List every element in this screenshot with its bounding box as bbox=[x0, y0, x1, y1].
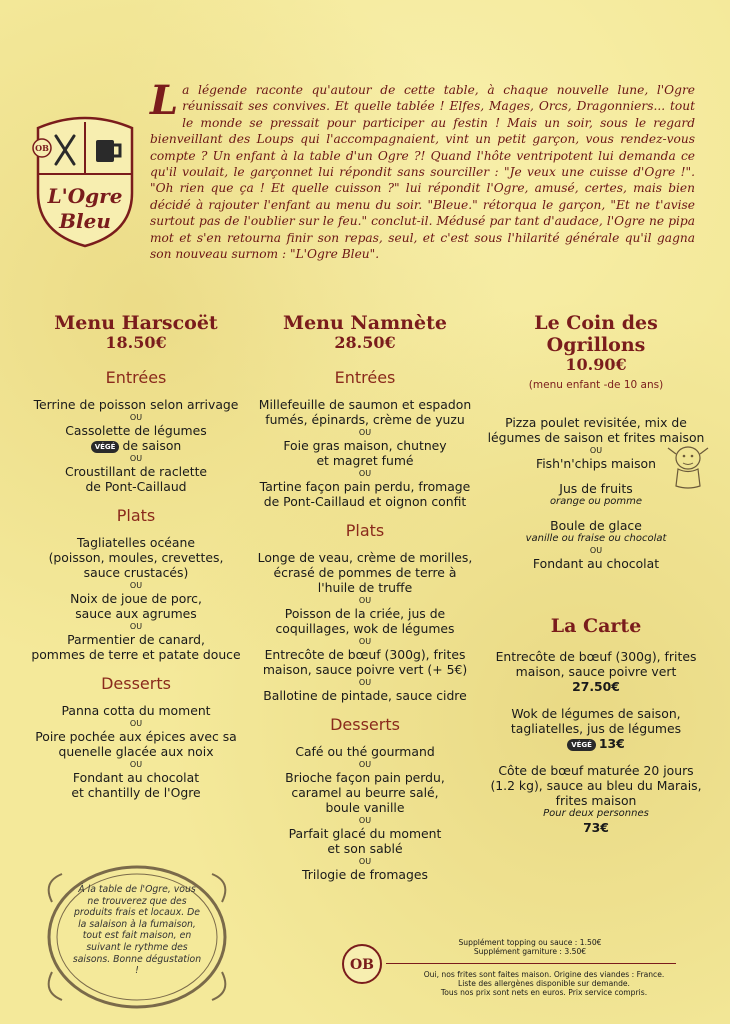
menu-namnete bbox=[250, 312, 480, 882]
dish: tagliatelles, jus de légumes bbox=[510, 721, 682, 736]
dish: boule vanille bbox=[325, 800, 405, 815]
or-separator: OU bbox=[129, 622, 143, 631]
menu-title: Le Coin des Ogrillons bbox=[534, 312, 658, 356]
dish: Foie gras maison, chutney bbox=[283, 438, 447, 453]
menu-price: 10.90€ bbox=[565, 355, 627, 374]
dish: Fish'n'chips maison bbox=[535, 456, 656, 471]
dish: Tartine façon pain perdu, fromage bbox=[259, 479, 471, 494]
menu-subtitle: (menu enfant -de 10 ans) bbox=[528, 379, 664, 391]
or-separator: OU bbox=[358, 469, 372, 478]
dish: Poisson de la criée, jus de bbox=[284, 606, 446, 621]
supplement-line: Supplément garniture : 3.50€ bbox=[473, 947, 587, 956]
section-desserts: Desserts bbox=[330, 715, 400, 734]
dish: caramel au beurre salé, bbox=[291, 785, 439, 800]
dish: Noix de joue de porc, bbox=[70, 591, 202, 606]
dish-note: Pour deux personnes bbox=[543, 808, 649, 819]
logo-name-line2: Bleu bbox=[59, 209, 111, 233]
logo-name-line1: L'Ogre bbox=[47, 184, 123, 208]
dish: légumes de saison et frites maison bbox=[487, 430, 705, 445]
footer-divider bbox=[386, 963, 676, 964]
dish: fumés, épinards, crème de yuzu bbox=[265, 412, 465, 427]
carte-title: La Carte bbox=[550, 615, 642, 637]
dish: et son sablé bbox=[327, 841, 403, 856]
menu-title: Menu Harscoët bbox=[54, 312, 218, 334]
drink-options: orange ou pomme bbox=[549, 496, 643, 507]
section-entrees: Entrées bbox=[105, 368, 167, 387]
footnote-line: Tous nos prix sont nets en euros. Prix service compris. bbox=[440, 988, 648, 997]
supplements bbox=[440, 938, 620, 956]
dish-price: 73€ bbox=[583, 820, 609, 835]
dish: Croustillant de raclette bbox=[64, 464, 208, 479]
dish: Entrecôte de bœuf (300g), frites bbox=[264, 647, 466, 662]
dish: (1.2 kg), sauce au bleu du Marais, bbox=[490, 778, 702, 793]
or-separator: OU bbox=[129, 760, 143, 769]
or-separator: OU bbox=[358, 760, 372, 769]
ob-badge-logo bbox=[340, 942, 384, 986]
dish: Poire pochée aux épices avec sa bbox=[35, 729, 237, 744]
or-separator: OU bbox=[589, 546, 603, 555]
dish: Trilogie de fromages bbox=[302, 867, 428, 882]
dish: Tagliatelles océane bbox=[77, 535, 195, 550]
dish: Pizza poulet revisitée, mix de bbox=[505, 415, 687, 430]
dish: Ballotine de pintade, sauce cidre bbox=[263, 688, 467, 703]
dish: Café ou thé gourmand bbox=[295, 744, 435, 759]
dish: sauce crustacés) bbox=[83, 565, 189, 580]
dish: de Pont-Caillaud bbox=[85, 479, 187, 494]
dish: Panna cotta du moment bbox=[61, 703, 211, 718]
dessert: Fondant au chocolat bbox=[532, 556, 660, 571]
dish: (poisson, moules, crevettes, bbox=[48, 550, 224, 565]
dish: Brioche façon pain perdu, bbox=[285, 770, 445, 785]
dish: de Pont-Caillaud et oignon confit bbox=[263, 494, 467, 509]
drink: Jus de fruits bbox=[559, 481, 633, 496]
dish-price: 27.50€ bbox=[572, 679, 620, 694]
ogre-bleu-logo bbox=[30, 108, 140, 248]
dish: pommes de terre et patate douce bbox=[31, 647, 241, 662]
dish: maison, sauce poivre vert bbox=[515, 664, 677, 679]
dish: Cassolette de légumes bbox=[65, 423, 207, 438]
dish: Entrecôte de bœuf (300g), frites bbox=[495, 649, 697, 664]
section-entrees: Entrées bbox=[334, 368, 396, 387]
or-separator: OU bbox=[358, 816, 372, 825]
dish: Longe de veau, crème de morilles, bbox=[257, 550, 473, 565]
badge-initials: OB bbox=[349, 957, 375, 973]
dish: Terrine de poisson selon arrivage bbox=[33, 397, 239, 412]
dish: Fondant au chocolat bbox=[72, 770, 200, 785]
section-plats: Plats bbox=[116, 506, 156, 525]
dish: Parmentier de canard, bbox=[67, 632, 205, 647]
menu-title: Menu Namnète bbox=[283, 312, 447, 334]
or-separator: OU bbox=[358, 857, 372, 866]
or-separator: OU bbox=[129, 719, 143, 728]
legend-text: a légende raconte qu'autour de cette table, à chaque nouvelle lune, l'Ogre réunissait ses convives. Et quelle tablée ! Elfes, Mages, Orcs, Dragonniers... tout le monde se pressait pour participer au festin ! Mais un soir, sous le regard bienveillant des Loups qui l'accompagnaient, vint un petit garçon, vous rendez-vous compte ? Un enfant à la table d'un Ogre ?! Quand l'hôte ventripotent lui demanda ce qu'il voulait, le garçonnet lui répondit sans sourciller : "Je veux une cuisse d'Ogre !". "Oh rien que ça ! Et quelle cuisson ?" lui répondit l'Ogre, amusé, certes, mais bien décidé à rajouter l'enfant au menu du soir. "Bleue." rétorqua le garçon, "Et ne t'avise surtout pas de l'oublier sur le feu." conclut-il. Médusé par tant d'audace, l'Ogre ne pipa mot et s'en retourna finir son repas, seul, et c'est sous l'hilarité générale qu'il gagna son nouveau surnom : "L'Ogre Bleu". bbox=[150, 83, 695, 262]
section-desserts: Desserts bbox=[101, 674, 171, 693]
dish: maison, sauce poivre vert (+ 5€) bbox=[262, 662, 468, 677]
or-separator: OU bbox=[129, 413, 143, 422]
dessert: Boule de glace bbox=[550, 518, 642, 533]
dish-price-line bbox=[482, 736, 710, 751]
supplement-line: Supplément topping ou sauce : 1.50€ bbox=[458, 938, 602, 947]
dish-price: 13€ bbox=[598, 736, 625, 751]
or-separator: OU bbox=[358, 637, 372, 646]
dish: et chantilly de l'Ogre bbox=[71, 785, 201, 800]
fresh-products-note: À la table de l'Ogre, vous ne trouverez que des produits frais et locaux. De la salaison à la fumaison, tout est fait maison, en suivant le rythme des saisons. Bonne dégustation ! bbox=[72, 884, 202, 977]
dish: Wok de légumes de saison, bbox=[511, 706, 681, 721]
dish-line bbox=[22, 438, 250, 453]
vege-badge: VÉGÉ bbox=[567, 739, 596, 751]
or-separator: OU bbox=[358, 678, 372, 687]
ogre-child-illustration bbox=[664, 440, 712, 492]
section-plats: Plats bbox=[345, 521, 385, 540]
dish-cont: de saison bbox=[122, 438, 182, 453]
dish: frites maison bbox=[555, 793, 637, 808]
dish: écrasé de pommes de terre à bbox=[273, 565, 457, 580]
legend-dropcap: L bbox=[150, 77, 179, 124]
or-separator: OU bbox=[358, 596, 372, 605]
dish: coquillages, wok de légumes bbox=[275, 621, 455, 636]
vege-badge: VÉGÉ bbox=[91, 441, 120, 453]
menu-price: 18.50€ bbox=[105, 333, 167, 352]
menu-price: 28.50€ bbox=[334, 333, 396, 352]
or-separator: OU bbox=[129, 454, 143, 463]
footnotes bbox=[396, 970, 692, 997]
or-separator: OU bbox=[129, 581, 143, 590]
or-separator: OU bbox=[589, 446, 603, 455]
legend-text-block bbox=[150, 77, 695, 262]
menu-harscoet bbox=[22, 312, 250, 800]
or-separator: OU bbox=[358, 428, 372, 437]
dessert-options: vanille ou fraise ou chocolat bbox=[525, 533, 667, 544]
dish: Millefeuille de saumon et espadon bbox=[258, 397, 472, 412]
menu-ogrillons bbox=[482, 312, 710, 835]
footnote-line: Oui, nos frites sont faites maison. Origine des viandes : France. bbox=[423, 970, 665, 979]
dish: sauce aux agrumes bbox=[75, 606, 197, 621]
footnote-line: Liste des allergènes disponible sur demande. bbox=[458, 979, 630, 988]
dish: et magret fumé bbox=[316, 453, 414, 468]
logo-initials: OB bbox=[35, 143, 49, 153]
dish: Côte de bœuf maturée 20 jours bbox=[498, 763, 694, 778]
dish: l'huile de truffe bbox=[317, 580, 413, 595]
dish: quenelle glacée aux noix bbox=[58, 744, 214, 759]
dish: Parfait glacé du moment bbox=[288, 826, 442, 841]
